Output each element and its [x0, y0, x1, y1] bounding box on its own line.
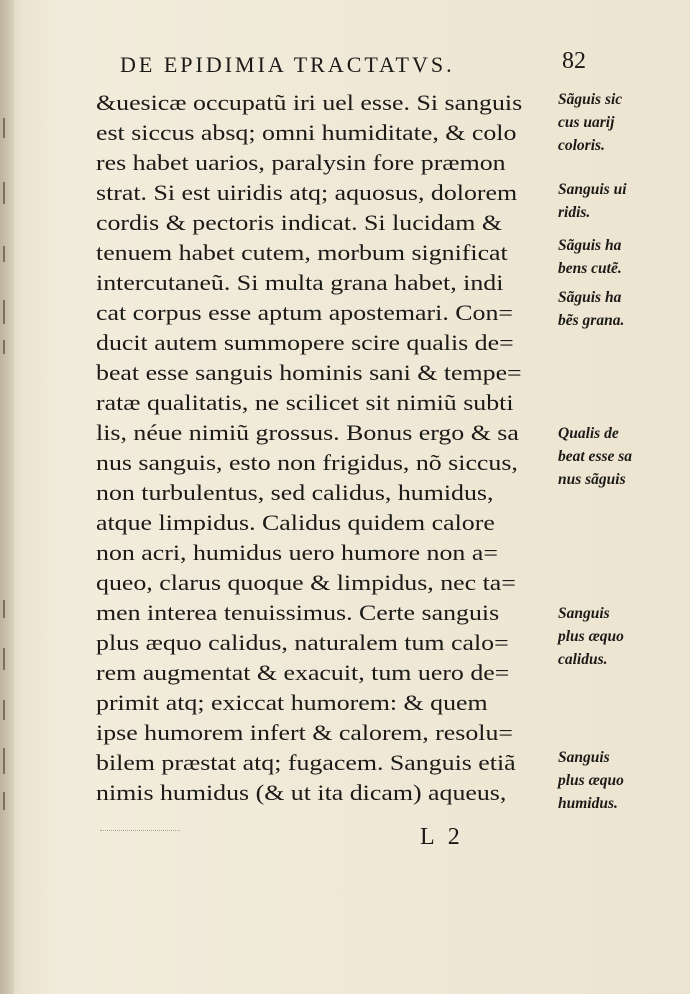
text-line: ratæ qualitatis, ne scilicet sit nimiũ subti [96, 390, 514, 415]
marginal-note-line: Sãguis ha [558, 289, 622, 306]
gutter-mark [3, 118, 5, 138]
signature-mark: L 2 [420, 824, 464, 850]
marginal-note [558, 286, 684, 332]
marginal-note-line: beat esse sa [558, 448, 633, 465]
marginal-note [558, 234, 684, 280]
text-line: primit atq; exiccat humorem: & quem [96, 690, 488, 715]
text-line: ducit autem summopere scire qualis de= [96, 330, 514, 355]
marginal-note [558, 422, 684, 491]
marginal-note-line: Sãguis ha [558, 237, 622, 254]
marginal-note-line: coloris. [558, 137, 605, 154]
gutter-mark [3, 792, 5, 810]
text-line: nimis humidus (& ut ita dicam) aqueus, [96, 780, 507, 805]
text-line: non acri, humidus uero humore non a= [96, 540, 498, 565]
text-line: intercutaneũ. Si multa grana habet, indi [96, 270, 504, 295]
text-line: bilem præstat atq; fugacem. Sanguis etiã [96, 750, 516, 775]
text-line: cordis & pectoris indicat. Si lucidam & [96, 210, 503, 235]
gutter-mark [3, 340, 5, 354]
marginal-note-line: nus sãguis [558, 471, 626, 488]
page-number: 82 [562, 48, 586, 74]
gutter-mark [3, 300, 5, 324]
gutter-mark [3, 648, 5, 670]
marginal-note-line: humidus. [558, 795, 618, 812]
marginal-note-line: plus æquo [558, 628, 624, 645]
text-line: rem augmentat & exacuit, tum uero de= [96, 660, 510, 685]
marginal-note-line: plus æquo [558, 772, 624, 789]
marginal-note-line: bẽs grana. [558, 312, 625, 329]
marginal-note-line: Sanguis [558, 749, 610, 766]
marginal-note-line: ridis. [558, 204, 591, 221]
gutter-mark [3, 748, 5, 774]
text-line: ipse humorem infert & calorem, resolu= [96, 720, 513, 745]
marginal-note [558, 602, 684, 671]
text-line: &uesicæ occupatũ iri uel esse. Si sanguis [96, 90, 523, 115]
marginal-note-line: bens cutẽ. [558, 260, 622, 277]
marginal-note-line: Sãguis sic [558, 91, 623, 108]
marginal-note [558, 746, 684, 815]
text-line: tenuem habet cutem, morbum significat [96, 240, 508, 265]
text-line: res habet uarios, paralysin fore præmon [96, 150, 506, 175]
gutter-mark [3, 182, 5, 204]
text-line: queo, clarus quoque & limpidus, nec ta= [96, 570, 516, 595]
text-line: nus sanguis, esto non frigidus, nõ siccus, [96, 450, 518, 475]
marginal-note-line: Sanguis ui [558, 181, 627, 198]
text-line: strat. Si est uiridis atq; aquosus, dolorem [96, 180, 518, 205]
text-line: non turbulentus, sed calidus, humidus, [96, 480, 494, 505]
marginal-note-line: Sanguis [558, 605, 610, 622]
marginal-note-line: Qualis de [558, 425, 619, 442]
text-line: atque limpidus. Calidus quidem calore [96, 510, 495, 535]
gutter-mark [3, 246, 5, 262]
marginal-note [558, 88, 684, 157]
text-line: lis, néue nimiũ grossus. Bonus ergo & sa [96, 420, 519, 445]
gutter-mark [3, 700, 5, 720]
gutter-mark [3, 600, 5, 618]
text-line: beat esse sanguis hominis sani & tempe= [96, 360, 522, 385]
binding-gutter [0, 0, 14, 994]
text-line: plus æquo calidus, naturalem tum calo= [96, 630, 509, 655]
marginal-note-line: cus uarij [558, 114, 615, 131]
text-line: cat corpus esse aptum apostemari. Con= [96, 300, 513, 325]
marginal-note [558, 178, 684, 224]
marginal-note-line: calidus. [558, 651, 608, 668]
print-specks [100, 830, 180, 835]
running-head: DE EPIDIMIA TRACTATVS. [120, 52, 455, 77]
text-line: est siccus absq; omni humiditate, & colo [96, 120, 517, 145]
text-line: men interea tenuissimus. Certe sanguis [96, 600, 500, 625]
